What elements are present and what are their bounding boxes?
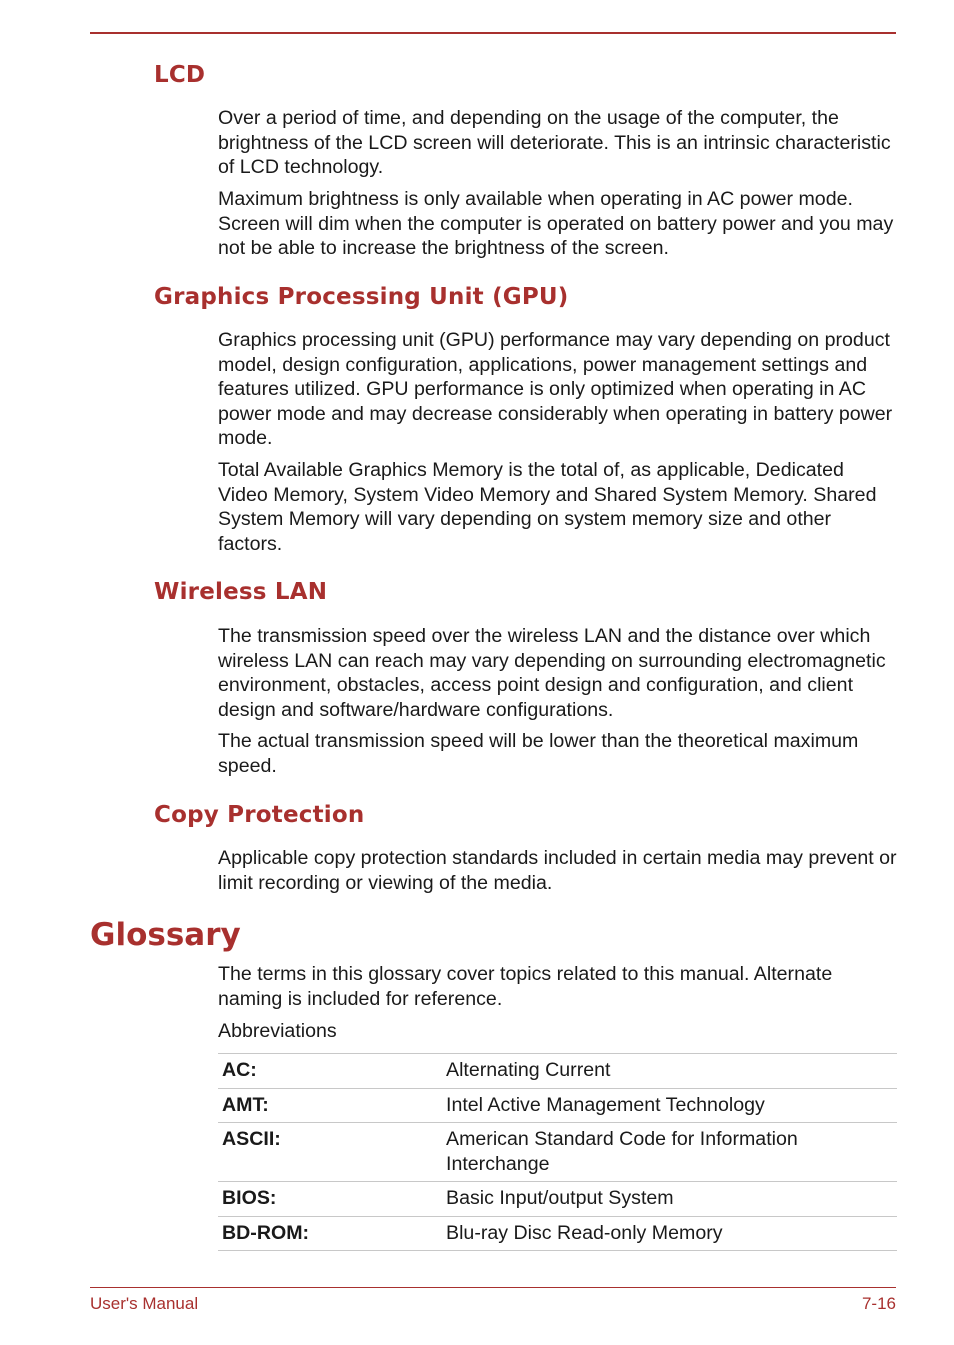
abbreviation-definition: Intel Active Management Technology [442,1088,897,1123]
abbreviation-definition: Basic Input/output System [442,1182,897,1217]
glossary-intro: The terms in this glossary cover topics related to this manual. Alternate naming is included for reference. [218,963,833,1010]
abbreviations-label: Abbreviations [218,1020,337,1042]
gpu-paragraph-1: Graphics processing unit (GPU) performance may vary depending on product model, design configuration, applications, power management settings and features utilized. GPU performance is only optimized when operating in AC power mode and may decrease considerably when operating in battery power mode. [218,329,893,449]
section-heading-wireless-lan: Wireless LAN [154,579,328,605]
copy-protection-paragraph: Applicable copy protection standards included in certain media may prevent or limit recording or viewing of the media. [218,847,897,894]
abbreviation-definition: Blu-ray Disc Read-only Memory [442,1216,897,1251]
section-heading-lcd: LCD [154,62,206,88]
abbreviation-definition: Alternating Current [442,1054,897,1089]
gpu-paragraph-2: Total Available Graphics Memory is the total of, as applicable, Dedicated Video Memory, System Video Memory and Shared System Memory. Shared System Memory will vary depending on system memory size and other factors. [218,459,877,555]
abbreviation-term: AMT: [218,1088,442,1123]
section-heading-gpu: Graphics Processing Unit (GPU) [154,284,569,310]
table-row [218,1182,897,1217]
lcd-paragraph-1: Over a period of time, and depending on the usage of the computer, the brightness of the LCD screen will deteriorate. This is an intrinsic characteristic of LCD technology. [218,107,891,178]
wlan-paragraph-1: The transmission speed over the wireless LAN and the distance over which wireless LAN can reach may vary depending on surrounding electromagnetic environment, obstacles, access point design and configuration, and client design and software/hardware configurations. [218,625,886,721]
abbreviation-definition: American Standard Code for Information Interchange [442,1123,897,1182]
abbreviation-term: AC: [218,1054,442,1089]
lcd-paragraph-2: Maximum brightness is only available when operating in AC power mode. Screen will dim when the computer is operated on battery power and you may not be able to increase the brightness of the screen. [218,188,894,259]
table-row [218,1054,897,1089]
abbreviation-term: ASCII: [218,1123,442,1182]
abbreviation-term: BIOS: [218,1182,442,1217]
abbreviations-table [218,1053,897,1251]
footer-page-number: 7-16 [861,1294,896,1313]
header-rule [90,32,896,34]
table-row [218,1088,897,1123]
abbreviation-term: BD-ROM: [218,1216,442,1251]
wlan-paragraph-2: The actual transmission speed will be lower than the theoretical maximum speed. [218,730,859,777]
table-row [218,1216,897,1251]
section-heading-copy-protection: Copy Protection [154,802,365,828]
table-row [218,1123,897,1182]
footer-manual-title: User's Manual [90,1294,199,1313]
footer-rule [90,1287,896,1288]
glossary-heading: Glossary [90,917,241,953]
